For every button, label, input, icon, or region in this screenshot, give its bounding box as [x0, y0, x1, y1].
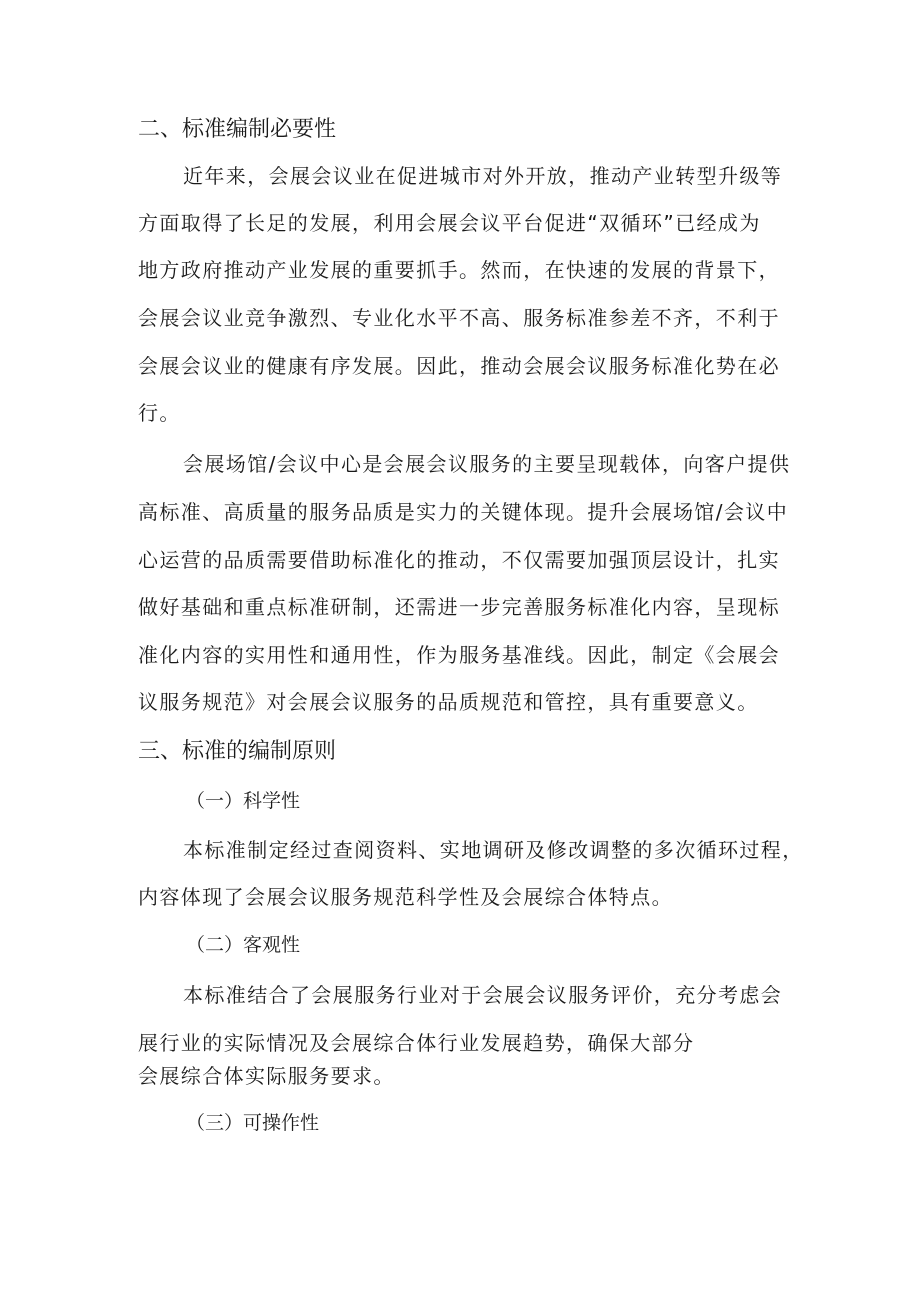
subsection-title-3: （三）可操作性 [186, 1112, 320, 1134]
paragraph-line: 行。 [138, 401, 181, 425]
paragraph-line: 近年来，会展会议业在促进城市对外开放，推动产业转型升级等 [183, 164, 783, 188]
subsection-title-2: （二）客观性 [186, 934, 301, 956]
subsection-title-1: （一）科学性 [186, 790, 301, 812]
paragraph-line: 本标准结合了会展服务行业对于会展会议服务评价，充分考虑会 [183, 983, 783, 1007]
paragraph-line: 内容体现了会展会议服务规范科学性及会展综合体特点。 [138, 885, 673, 909]
paragraph-line: 议服务规范》对会展会议服务的品质规范和管控，具有重要意义。 [138, 690, 759, 714]
paragraph-line: 做好基础和重点标准研制，还需进一步完善服务标准化内容，呈现标 [138, 595, 780, 619]
paragraph-line: 本标准制定经过查阅资料、实地调研及修改调整的多次循环过程， [183, 838, 804, 862]
paragraph-line: 会展会议业竞争激烈、专业化水平不高、服务标准参差不齐，不利于 [138, 306, 780, 330]
section-heading-3: 三、标准的编制原则 [138, 739, 337, 764]
section-heading-2: 二、标准编制必要性 [138, 117, 337, 142]
paragraph-line: 展行业的实际情况及会展综合体行业发展趋势，确保大部分 [138, 1031, 695, 1055]
paragraph-line: 地方政府推动产业发展的重要抓手。然而，在快速的发展的背景下， [138, 258, 780, 282]
paragraph-line: 会展综合体实际服务要求。 [138, 1064, 395, 1088]
paragraph-line: 心运营的品质需要借助标准化的推动，不仅需要加强顶层设计，扎实 [138, 548, 780, 572]
paragraph-line: 方面取得了长足的发展，利用会展会议平台促进“双循环”已经成为 [138, 211, 761, 235]
paragraph-line: 准化内容的实用性和通用性，作为服务基准线。因此，制定《会展会 [138, 643, 780, 667]
paragraph-line: 会展场馆/会议中心是会展会议服务的主要呈现载体，向客户提供 [183, 452, 791, 476]
paragraph-line: 高标准、高质量的服务品质是实力的关键体现。提升会展场馆/会议中 [138, 500, 789, 524]
paragraph-line: 会展会议业的健康有序发展。因此，推动会展会议服务标准化势在必 [138, 354, 780, 378]
